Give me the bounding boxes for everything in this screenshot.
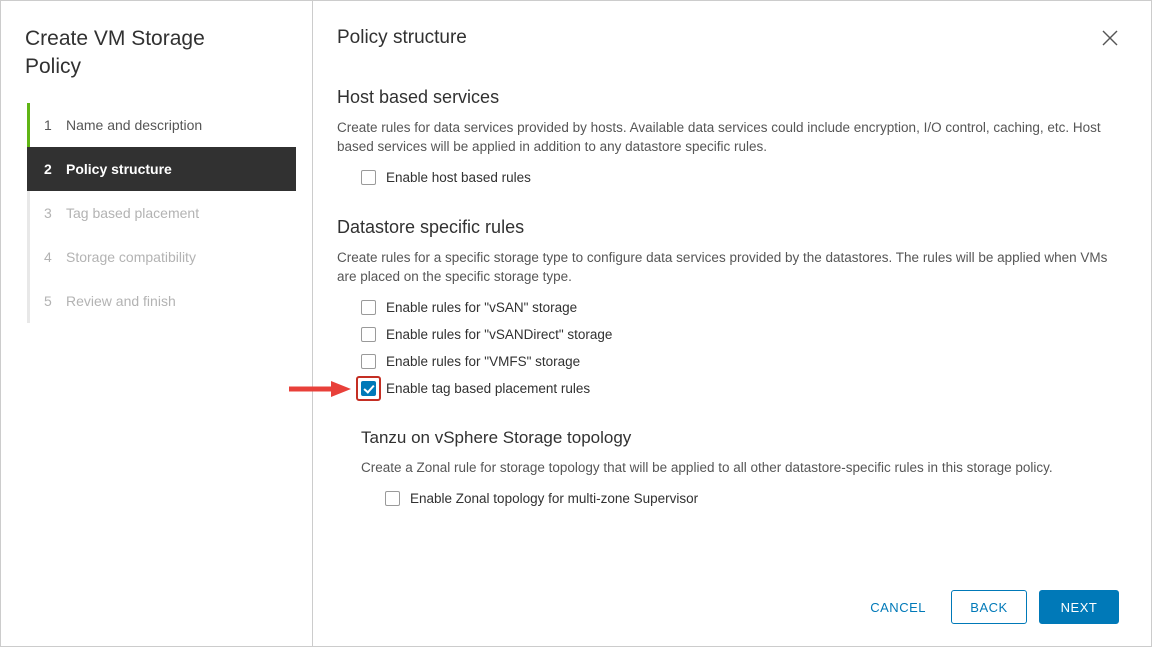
checkbox-wrap xyxy=(361,300,376,315)
checkbox-enable-tag-based-placement-rules[interactable] xyxy=(361,381,376,396)
wizard-sidebar xyxy=(1,1,313,646)
host-based-services-heading: Host based services xyxy=(337,87,500,107)
checkbox-row-enable-zonal-topology[interactable] xyxy=(385,485,1121,512)
sidebar-item-review-and-finish[interactable] xyxy=(27,279,296,323)
checkbox-wrap xyxy=(361,327,376,342)
back-button[interactable]: BACK xyxy=(951,590,1027,624)
panel-header xyxy=(337,19,1121,51)
checkbox-label[interactable]: Enable Zonal topology for multi-zone Supervisor xyxy=(410,491,699,506)
checkbox-wrap xyxy=(361,170,376,185)
checkbox-wrap xyxy=(361,354,376,369)
datastore-specific-rules-description: Create rules for a specific storage type to configure data services provided by the datastores. The rules will be applied when VMs are placed on the specific storage type. xyxy=(337,250,1108,284)
wizard-steps xyxy=(27,103,296,323)
step-number: 3 xyxy=(44,205,52,221)
checkbox-label[interactable]: Enable rules for "VMFS" storage xyxy=(386,354,581,369)
wizard-content-panel xyxy=(313,1,1151,646)
step-label: Policy structure xyxy=(66,161,172,177)
checkbox-enable-vmfs-rules[interactable] xyxy=(361,354,376,369)
tanzu-storage-topology-description: Create a Zonal rule for storage topology that will be applied to all other datastore-specific rules in this storage policy. xyxy=(361,460,1053,475)
page-title: Policy structure xyxy=(337,27,467,48)
checkbox-label[interactable]: Enable rules for "vSAN" storage xyxy=(386,300,578,315)
checkbox-enable-vsandirect-rules[interactable] xyxy=(361,327,376,342)
checkbox-enable-host-based-rules[interactable] xyxy=(361,170,376,185)
step-label: Name and description xyxy=(66,117,203,133)
checkbox-label[interactable]: Enable host based rules xyxy=(386,170,531,185)
sidebar-item-tag-based-placement[interactable] xyxy=(27,191,296,235)
checkbox-label[interactable]: Enable rules for "vSANDirect" storage xyxy=(386,327,613,342)
step-number: 1 xyxy=(44,117,52,133)
checkbox-enable-zonal-topology[interactable] xyxy=(385,491,400,506)
tanzu-storage-topology-heading: Tanzu on vSphere Storage topology xyxy=(361,428,632,447)
host-based-services-description: Create rules for data services provided by hosts. Available data services could include encryption, I/O control, caching, etc. Host based services will be applied in addition to any datastore specific rules. xyxy=(337,120,1101,154)
step-label: Tag based placement xyxy=(66,205,200,221)
sidebar-item-storage-compatibility[interactable] xyxy=(27,235,296,279)
step-number: 2 xyxy=(44,161,52,177)
sidebar-item-name-and-description[interactable] xyxy=(27,103,296,147)
next-button[interactable]: NEXT xyxy=(1039,590,1119,624)
checkbox-row-enable-host-based-rules[interactable] xyxy=(361,164,1121,191)
checkbox-row-enable-vsandirect-rules[interactable] xyxy=(361,321,1121,348)
wizard-footer xyxy=(337,590,1121,646)
step-number: 5 xyxy=(44,293,52,309)
checkbox-wrap xyxy=(385,491,400,506)
step-number: 4 xyxy=(44,249,52,265)
sidebar-item-policy-structure[interactable] xyxy=(27,147,296,191)
checkbox-row-enable-tag-based-placement-rules[interactable] xyxy=(361,375,1121,402)
cancel-button[interactable]: CANCEL xyxy=(870,599,926,615)
wizard-title: Create VM Storage Policy xyxy=(25,27,205,78)
checkbox-row-enable-vmfs-rules[interactable] xyxy=(361,348,1121,375)
checkbox-row-enable-vsan-rules[interactable] xyxy=(361,294,1121,321)
checkbox-wrap xyxy=(361,381,376,396)
datastore-specific-rules-heading: Datastore specific rules xyxy=(337,217,525,237)
checkbox-label[interactable]: Enable tag based placement rules xyxy=(386,381,591,396)
step-label: Storage compatibility xyxy=(66,249,196,265)
checkbox-enable-vsan-rules[interactable] xyxy=(361,300,376,315)
close-icon[interactable] xyxy=(1097,25,1123,51)
panel-content xyxy=(337,51,1121,590)
step-label: Review and finish xyxy=(66,293,176,309)
